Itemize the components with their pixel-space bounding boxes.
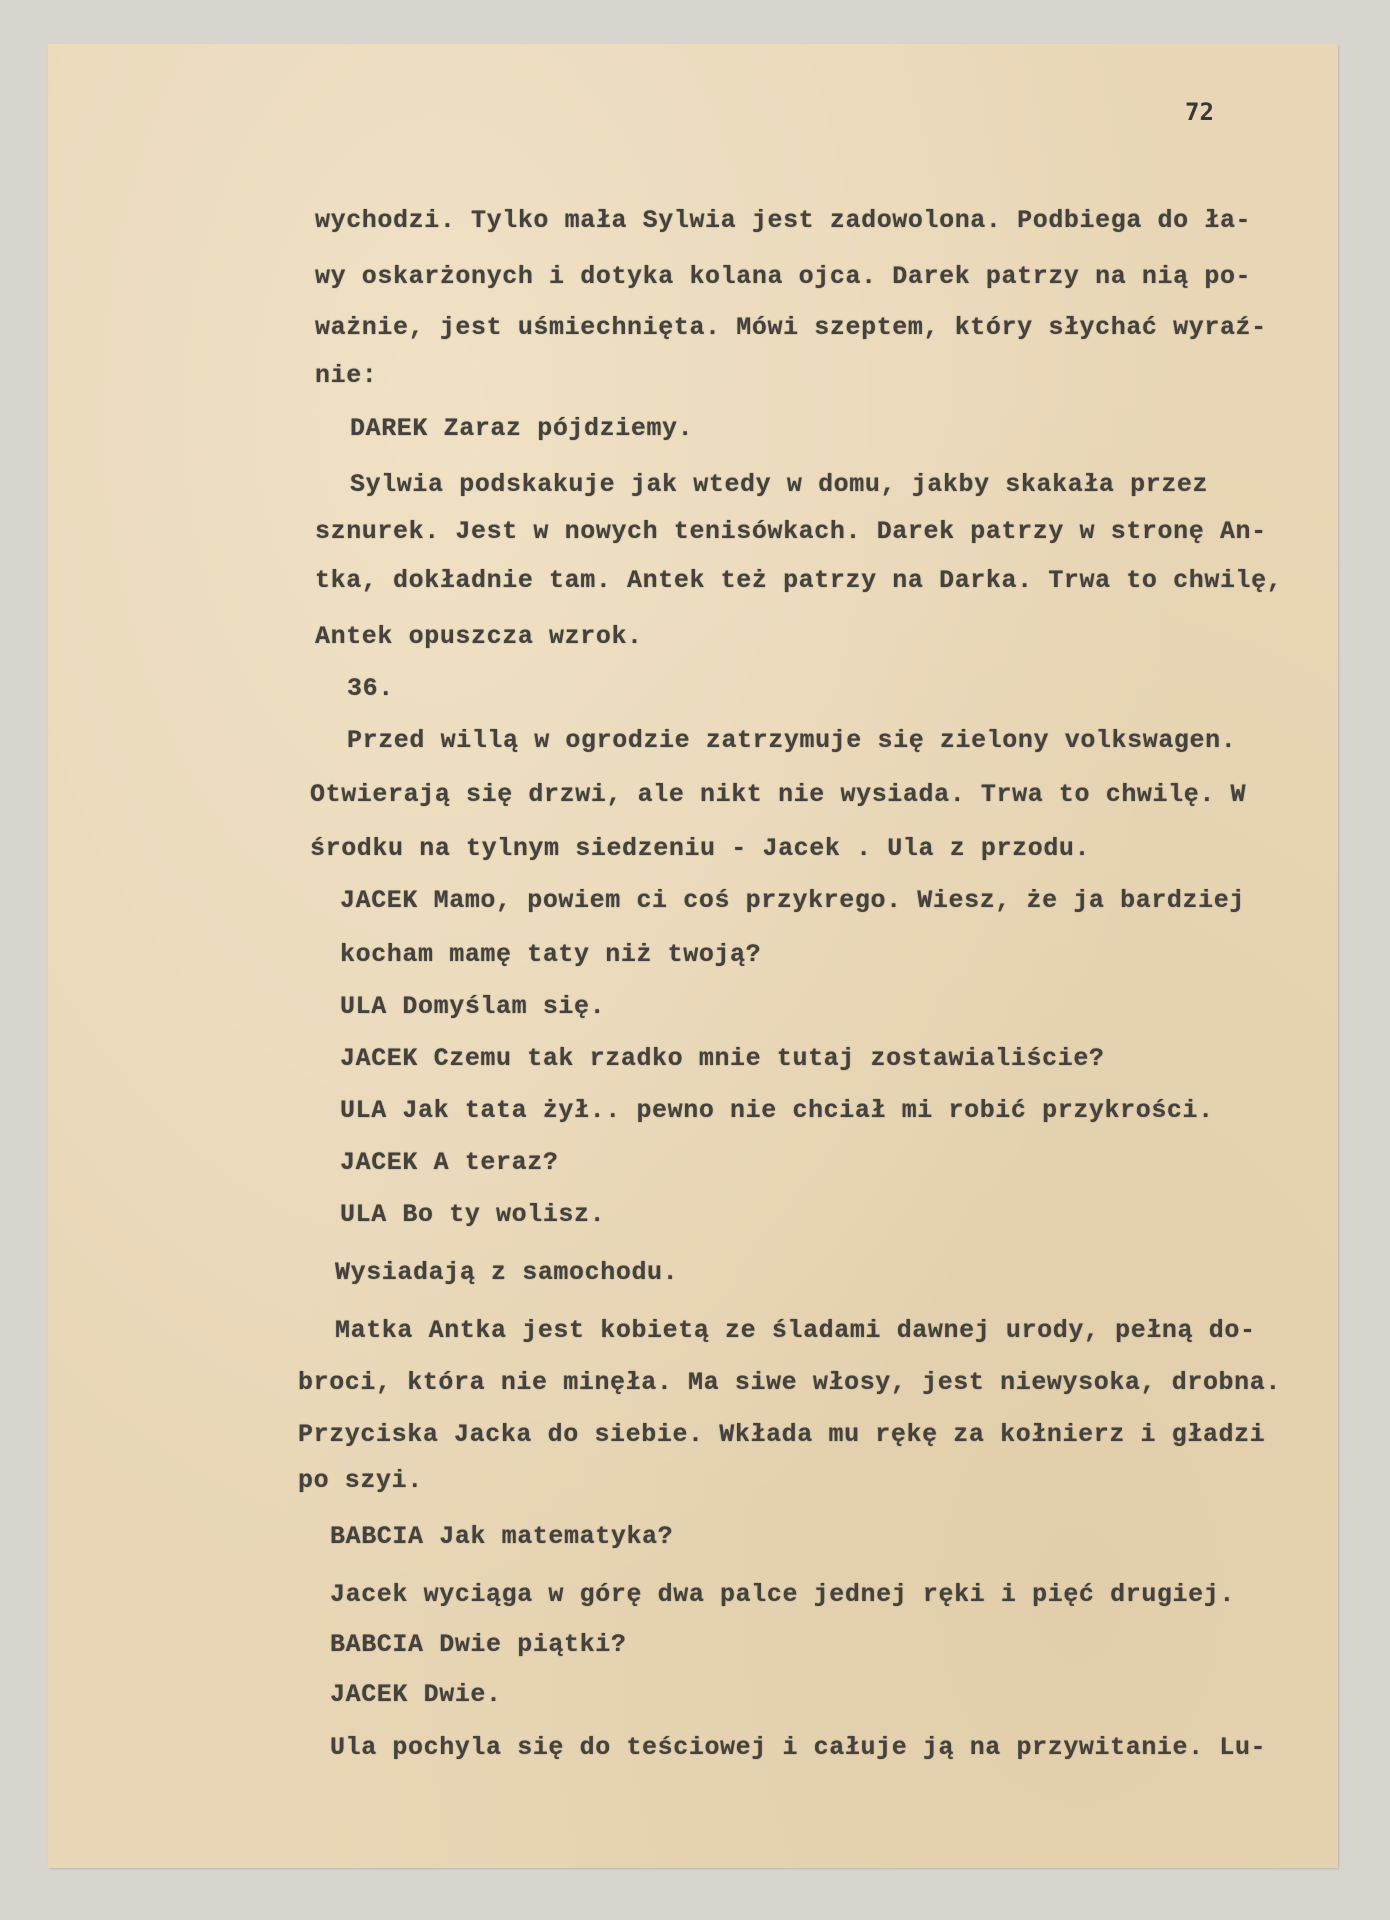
text-line: Ula pochyla się do teściowej i całuje ją na przywitanie. Lu- — [330, 1733, 1267, 1762]
text-line: Przed willą w ogrodzie zatrzymuje się zielony volkswagen. — [347, 726, 1237, 755]
text-line: po szyi. — [298, 1466, 423, 1495]
text-line: Przyciska Jacka do siebie. Wkłada mu rękę za kołnierz i gładzi — [298, 1420, 1266, 1449]
text-line: JACEK A teraz? — [340, 1148, 559, 1177]
text-line: JACEK Czemu tak rzadko mnie tutaj zostawialiście? — [340, 1044, 1105, 1073]
text-line: wychodzi. Tylko mała Sylwia jest zadowolona. Podbiega do ła- — [315, 206, 1252, 235]
text-line: ULA Bo ty wolisz. — [340, 1200, 606, 1229]
text-line: JACEK Mamo, powiem ci coś przykrego. Wiesz, że ja bardziej — [340, 886, 1245, 915]
text-line: wy oskarżonych i dotyka kolana ojca. Darek patrzy na nią po- — [315, 262, 1252, 291]
text-line: BABCIA Dwie piątki? — [330, 1630, 627, 1659]
text-line: Jacek wyciąga w górę dwa palce jednej ręki i pięć drugiej. — [330, 1580, 1235, 1609]
text-line: 36. — [347, 674, 394, 703]
text-line: BABCIA Jak matematyka? — [330, 1522, 674, 1551]
text-line: Sylwia podskakuje jak wtedy w domu, jakby skakała przez — [350, 470, 1209, 499]
text-line: ULA Jak tata żył.. pewno nie chciał mi robić przykrości. — [340, 1096, 1214, 1125]
text-line: DAREK Zaraz pójdziemy. — [350, 414, 694, 443]
text-line: ważnie, jest uśmiechnięta. Mówi szeptem, który słychać wyraź- — [315, 313, 1267, 342]
page-number: 72 — [1185, 98, 1214, 126]
text-line: JACEK Dwie. — [330, 1680, 502, 1709]
text-line: Matka Antka jest kobietą ze śladami dawnej urody, pełną do- — [335, 1316, 1256, 1345]
text-line: tka, dokładnie tam. Antek też patrzy na Darka. Trwa to chwilę, — [315, 566, 1283, 595]
text-line: nie: — [315, 361, 378, 390]
text-line: Antek opuszcza wzrok. — [315, 622, 643, 651]
text-line: ULA Domyślam się. — [340, 992, 606, 1021]
text-line: środku na tylnym siedzeniu - Jacek . Ula z przodu. — [310, 834, 1091, 863]
text-line: broci, która nie minęła. Ma siwe włosy, jest niewysoka, drobna. — [298, 1368, 1281, 1397]
text-line: sznurek. Jest w nowych tenisówkach. Darek patrzy w stronę An- — [315, 517, 1267, 546]
text-line: Otwierają się drzwi, ale nikt nie wysiada. Trwa to chwilę. W — [310, 780, 1247, 809]
text-line: kocham mamę taty niż twoją? — [340, 940, 762, 969]
text-line: Wysiadają z samochodu. — [335, 1258, 679, 1287]
